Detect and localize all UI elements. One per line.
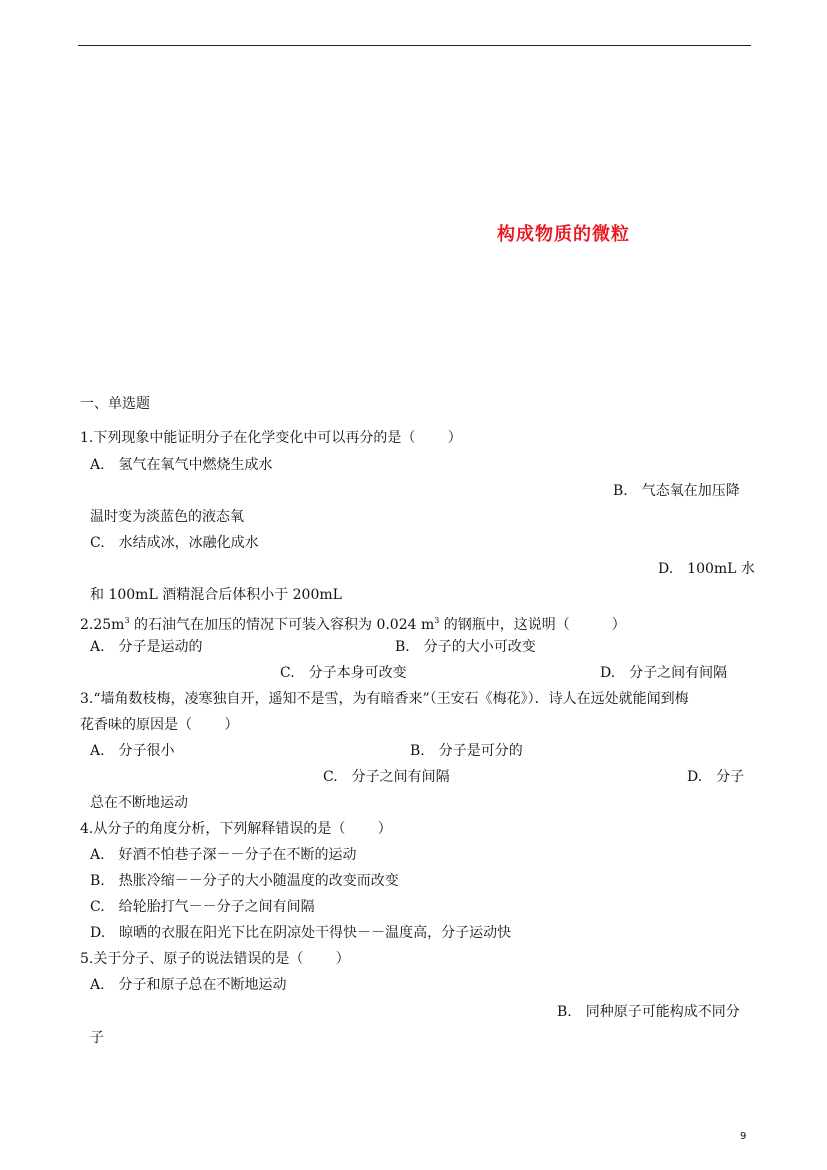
question-3-stem-cont: 花香味的原因是（ ） [80, 717, 239, 733]
question-1-option-d-cont: 和 100mL 酒精混合后体积小于 200mL [90, 587, 342, 603]
question-1-option-b-cont: 温时变为淡蓝色的液态氧 [90, 509, 244, 525]
question-2-option-b: B. 分子的大小可改变 [395, 639, 536, 655]
question-3-stem: 3.“墙角数枝梅，凌寒独自开，遥知不是雪，为有暗香来”（王安石《梅花》）．诗人在远处就能闻到梅 [80, 691, 689, 707]
question-4-option-d: D. 晾晒的衣服在阳光下比在阴凉处干得快－－温度高，分子运动快 [90, 925, 512, 941]
question-3-option-a: A. 分子很小 [90, 743, 175, 759]
question-5-option-b-cont: 子 [90, 1030, 104, 1046]
question-3-option-d: D. 分子 [687, 769, 745, 785]
question-1-option-b: B. 气态氧在加压降 [613, 483, 740, 499]
question-3-option-c: C. 分子之间有间隔 [323, 769, 450, 785]
question-1-stem: 1.下列现象中能证明分子在化学变化中可以再分的是（ ） [80, 430, 462, 446]
question-2-option-a: A. 分子是运动的 [90, 639, 203, 655]
question-4-option-b: B. 热胀冷缩－－分子的大小随温度的改变而改变 [90, 873, 399, 889]
question-5-stem: 5.关于分子、原子的说法错误的是（ ） [80, 951, 350, 967]
question-3-option-d-cont: 总在不断地运动 [90, 795, 188, 811]
question-2-option-d: D. 分子之间有间隔 [600, 665, 728, 681]
question-4-stem: 4.从分子的角度分析，下列解释错误的是（ ） [80, 821, 392, 837]
question-4-option-c: C. 给轮胎打气－－分子之间有间隔 [90, 899, 315, 915]
question-2-option-c: C. 分子本身可改变 [280, 665, 407, 681]
question-5-option-b: B. 同种原子可能构成不同分 [557, 1004, 740, 1020]
header-rule [78, 45, 751, 46]
question-1-option-d: D. 100mL 水 [658, 561, 755, 577]
section-heading: 一、单选题 [80, 396, 150, 412]
question-4-option-a: A. 好酒不怕巷子深－－分子在不断的运动 [90, 847, 357, 863]
question-5-option-a: A. 分子和原子总在不断地运动 [90, 977, 287, 993]
question-3-option-b: B. 分子是可分的 [410, 743, 523, 759]
question-1-option-a: A. 氢气在氧气中燃烧生成水 [90, 457, 273, 473]
question-1-option-c: C. 水结成冰，冰融化成水 [90, 535, 259, 551]
page-number: 9 [740, 1131, 747, 1142]
question-2-stem: $2.25m^3$ 的石油气在加压的情况下可装入容积为 0.024 $m^3$ 的钢瓶中，这说明（ ） [80, 616, 626, 633]
document-title: 构成物质的微粒 [497, 224, 630, 245]
